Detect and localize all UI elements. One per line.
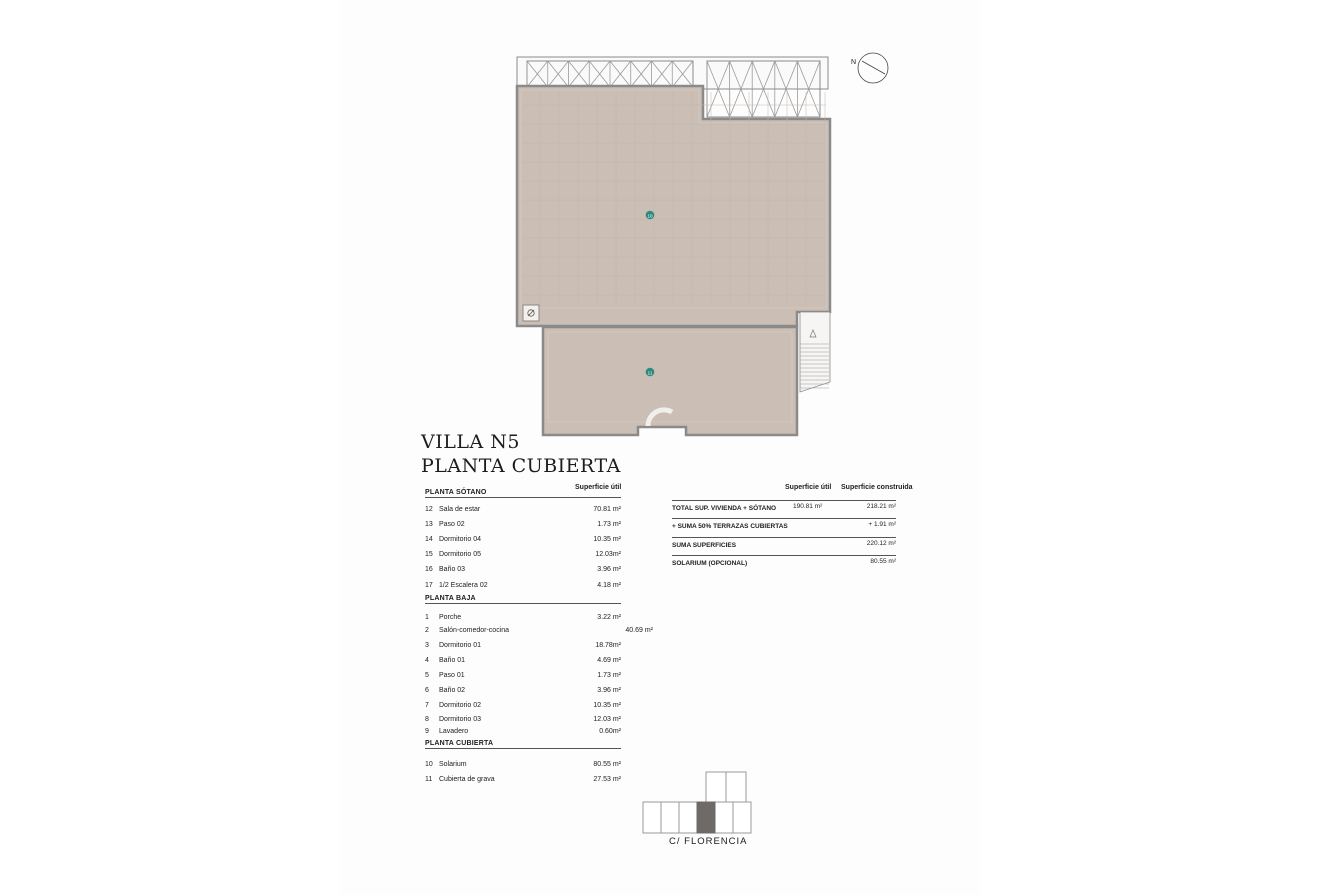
solarium-area [517, 86, 830, 326]
svg-text:11: 11 [647, 370, 653, 376]
area-row: 13 Paso 02 1.73 m² [425, 521, 621, 528]
villa-title: VILLA N5 [421, 431, 520, 453]
summary-row: TOTAL SUP. VIVIENDA + SÓTANO 190.81 m² 218.21 m² [672, 500, 896, 515]
area-row: 17 1/2 Escalera 02 4.18 m² [425, 582, 621, 589]
area-row: 10 Solarium 80.55 m² [425, 761, 621, 768]
summary-row: SUMA SUPERFICIES 220.12 m² [672, 537, 896, 552]
plan-title: PLANTA CUBIERTA [421, 455, 621, 477]
north-label: N [851, 59, 857, 66]
area-row: 8 Dormitorio 03 12.03 m² [425, 716, 621, 723]
area-row: 5 Paso 01 1.73 m² [425, 672, 621, 679]
area-row: 12 Sala de estar 70.81 m² [425, 506, 621, 513]
area-row: 11 Cubierta de grava 27.53 m² [425, 776, 621, 783]
summary-util-header: Superficie útil [785, 484, 832, 491]
section-header: PLANTA BAJA [425, 595, 621, 604]
room-marker-11 [646, 368, 655, 377]
svg-text:10: 10 [647, 213, 653, 219]
area-row: 6 Baño 02 3.96 m² [425, 687, 621, 694]
area-row: 3 Dormitorio 01 18.78m² [425, 642, 621, 649]
area-row: 4 Baño 01 4.69 m² [425, 657, 621, 664]
site-key-plan [643, 772, 751, 833]
gravel-roof-area [543, 327, 797, 435]
util-area-header: Superficie útil [575, 484, 622, 491]
highlighted-plot [697, 802, 715, 833]
north-arrow-icon [858, 53, 888, 83]
area-row: 1 Porche 3.22 m² [425, 614, 621, 621]
area-row: 7 Dormitorio 02 10.35 m² [425, 702, 621, 709]
section-header: PLANTA CUBIERTA [425, 740, 621, 749]
area-row: 16 Baño 03 3.96 m² [425, 566, 621, 573]
area-row: 9 Lavadero 0.60m² [425, 728, 621, 735]
area-row: 15 Dormitorio 05 12.03m² [425, 551, 621, 558]
summary-built-header: Superficie construida [841, 484, 913, 491]
area-row: 2 Salón-comedor-cocina 40.69 m² [425, 627, 653, 634]
section-header: PLANTA SÓTANO [425, 489, 621, 498]
summary-row: SOLARIUM (OPCIONAL) 80.55 m² [672, 555, 896, 570]
summary-row: + SUMA 50% TERRAZAS CUBIERTAS + 1.91 m² [672, 518, 896, 533]
street-label: C/ FLORENCIA [669, 836, 748, 847]
room-marker-10 [646, 211, 655, 220]
area-row: 14 Dormitorio 04 10.35 m² [425, 536, 621, 543]
